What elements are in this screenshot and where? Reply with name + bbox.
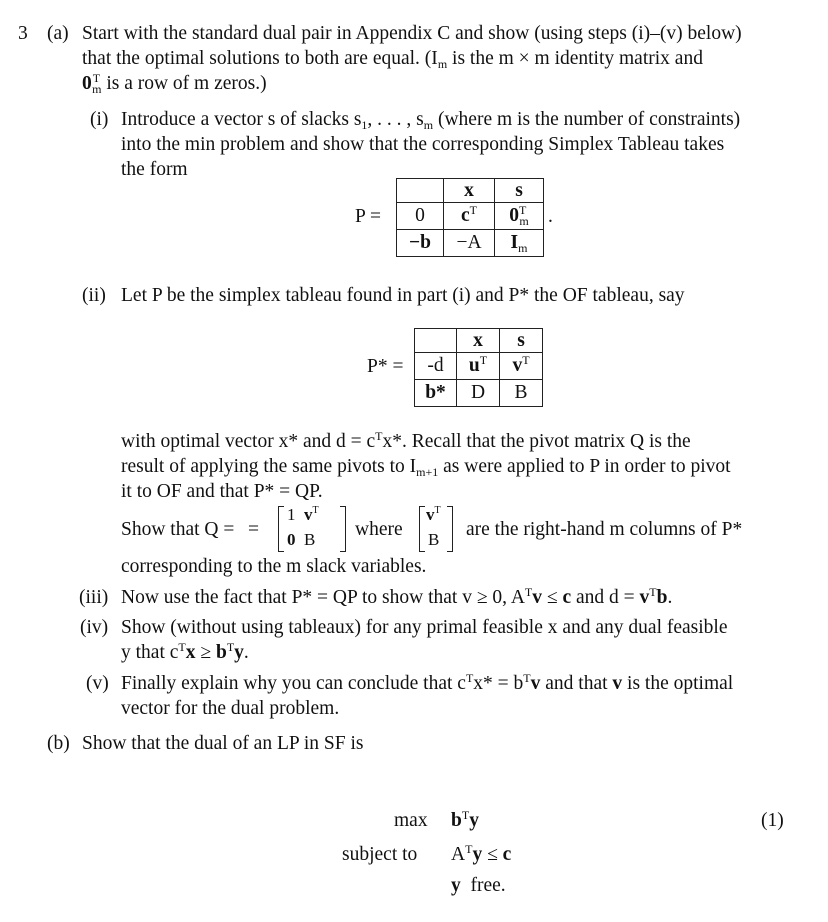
part-ii-line1: Let P be the simplex tableau found in part (i) and P* the OF tableau, say <box>121 285 685 306</box>
cell-vT: $v^T$ <box>500 353 543 380</box>
part-ii-label: (ii) <box>82 285 106 306</box>
part-i-label: (i) <box>90 109 109 130</box>
show-that-q: Show that Q = <box>121 519 235 540</box>
q-matrix-right-bracket <box>340 506 346 552</box>
part-a-intro-line1: Start with the standard dual pair in Appendix C and show (using steps (i)–(v) below) <box>82 23 742 44</box>
part-iv-line2: y that $c^Tx \ge b^Ty$. <box>121 640 249 663</box>
header-s: s <box>500 329 543 353</box>
cell-zero: 0 <box>397 203 444 230</box>
header-x: x <box>444 179 495 203</box>
part-b-text: Show that the dual of an LP in SF is <box>82 733 364 754</box>
part-iv-label: (iv) <box>80 617 109 638</box>
cell-d: D <box>457 380 500 407</box>
part-iv-line1: Show (without using tableaux) for any primal feasible x and any dual feasible <box>121 617 728 638</box>
part-iii-label: (iii) <box>79 587 109 608</box>
equation-number: (1) <box>761 810 784 831</box>
eq-sign: = <box>248 519 259 540</box>
q-row1: 1 $v^T$ <box>287 505 319 524</box>
lp-free: y free. <box>451 875 506 896</box>
part-a-label: (a) <box>47 23 69 44</box>
cell-neg-a: −A <box>444 230 495 257</box>
cell-neg-b: −b <box>397 230 444 257</box>
part-a-intro-line3: $0^T_m$ is a row of m zeros.) <box>82 71 267 96</box>
right-hand-text: are the right-hand m columns of P* <box>466 519 743 540</box>
part-b-label: (b) <box>47 733 70 754</box>
question-number: 3 <box>18 23 28 44</box>
part-ii-after-line2: result of applying the same pivots to $I_{m+1}$ as were applied to P in order to pivot <box>121 456 731 479</box>
part-i-line3: the form <box>121 159 188 180</box>
part-i-line2: into the min problem and show that the corresponding Simplex Tableau takes <box>121 134 725 155</box>
part-a-intro-line2: that the optimal solutions to both are equal. ($I_m$ is the m × m identity matrix and <box>82 48 703 71</box>
part-i-line1: Introduce a vector s of slacks $s_1$, . . . , $s_m$ (where m is the number of constraints) <box>121 109 741 132</box>
col-right-bracket <box>447 506 453 552</box>
lp-max: max <box>394 810 428 831</box>
tableau-p-label: P = <box>355 206 381 227</box>
tableau-p <box>396 178 544 257</box>
col-row1: $v^T$ <box>426 505 441 524</box>
part-v-label: (v) <box>86 673 109 694</box>
col-left-bracket <box>419 506 425 552</box>
part-iii-text: Now use the fact that P* = QP to show that v ≥ 0, $A^Tv \le c$ and $d = v^Tb$. <box>121 585 673 608</box>
corresponding-text: corresponding to the m slack variables. <box>121 556 427 577</box>
lp-objective: $b^Ty$ <box>451 808 479 831</box>
tableau-pstar <box>414 328 543 407</box>
q-row2: 0 B <box>287 530 316 549</box>
cell-cT: $c^T$ <box>444 203 495 230</box>
cell-im: $I_m$ <box>495 230 544 257</box>
cell-uT: $u^T$ <box>457 353 500 380</box>
part-v-line1: Finally explain why you can conclude that $c^Tx* = b^Tv$ and that v is the optimal <box>121 671 734 694</box>
cell-0mT: $0^T_m$ <box>495 203 544 230</box>
part-v-line2: vector for the dual problem. <box>121 698 340 719</box>
part-ii-after-line3: it to OF and that P* = QP. <box>121 481 323 502</box>
lp-constraint: $A^Ty \le c$ <box>451 842 512 865</box>
where-text: where <box>355 519 403 540</box>
part-ii-after-line1: with optimal vector x* and $d = c^Tx*$. Recall that the pivot matrix Q is the <box>121 429 691 452</box>
tableau-p-period: . <box>548 206 553 227</box>
cell-b: B <box>500 380 543 407</box>
cell-bstar: b* <box>415 380 457 407</box>
header-x: x <box>457 329 500 353</box>
col-row2: B <box>428 530 440 549</box>
tableau-pstar-label: P* = <box>367 356 404 377</box>
q-matrix-left-bracket <box>278 506 284 552</box>
cell-neg-d: -d <box>415 353 457 380</box>
header-s: s <box>495 179 544 203</box>
lp-subject-to: subject to <box>342 844 418 865</box>
